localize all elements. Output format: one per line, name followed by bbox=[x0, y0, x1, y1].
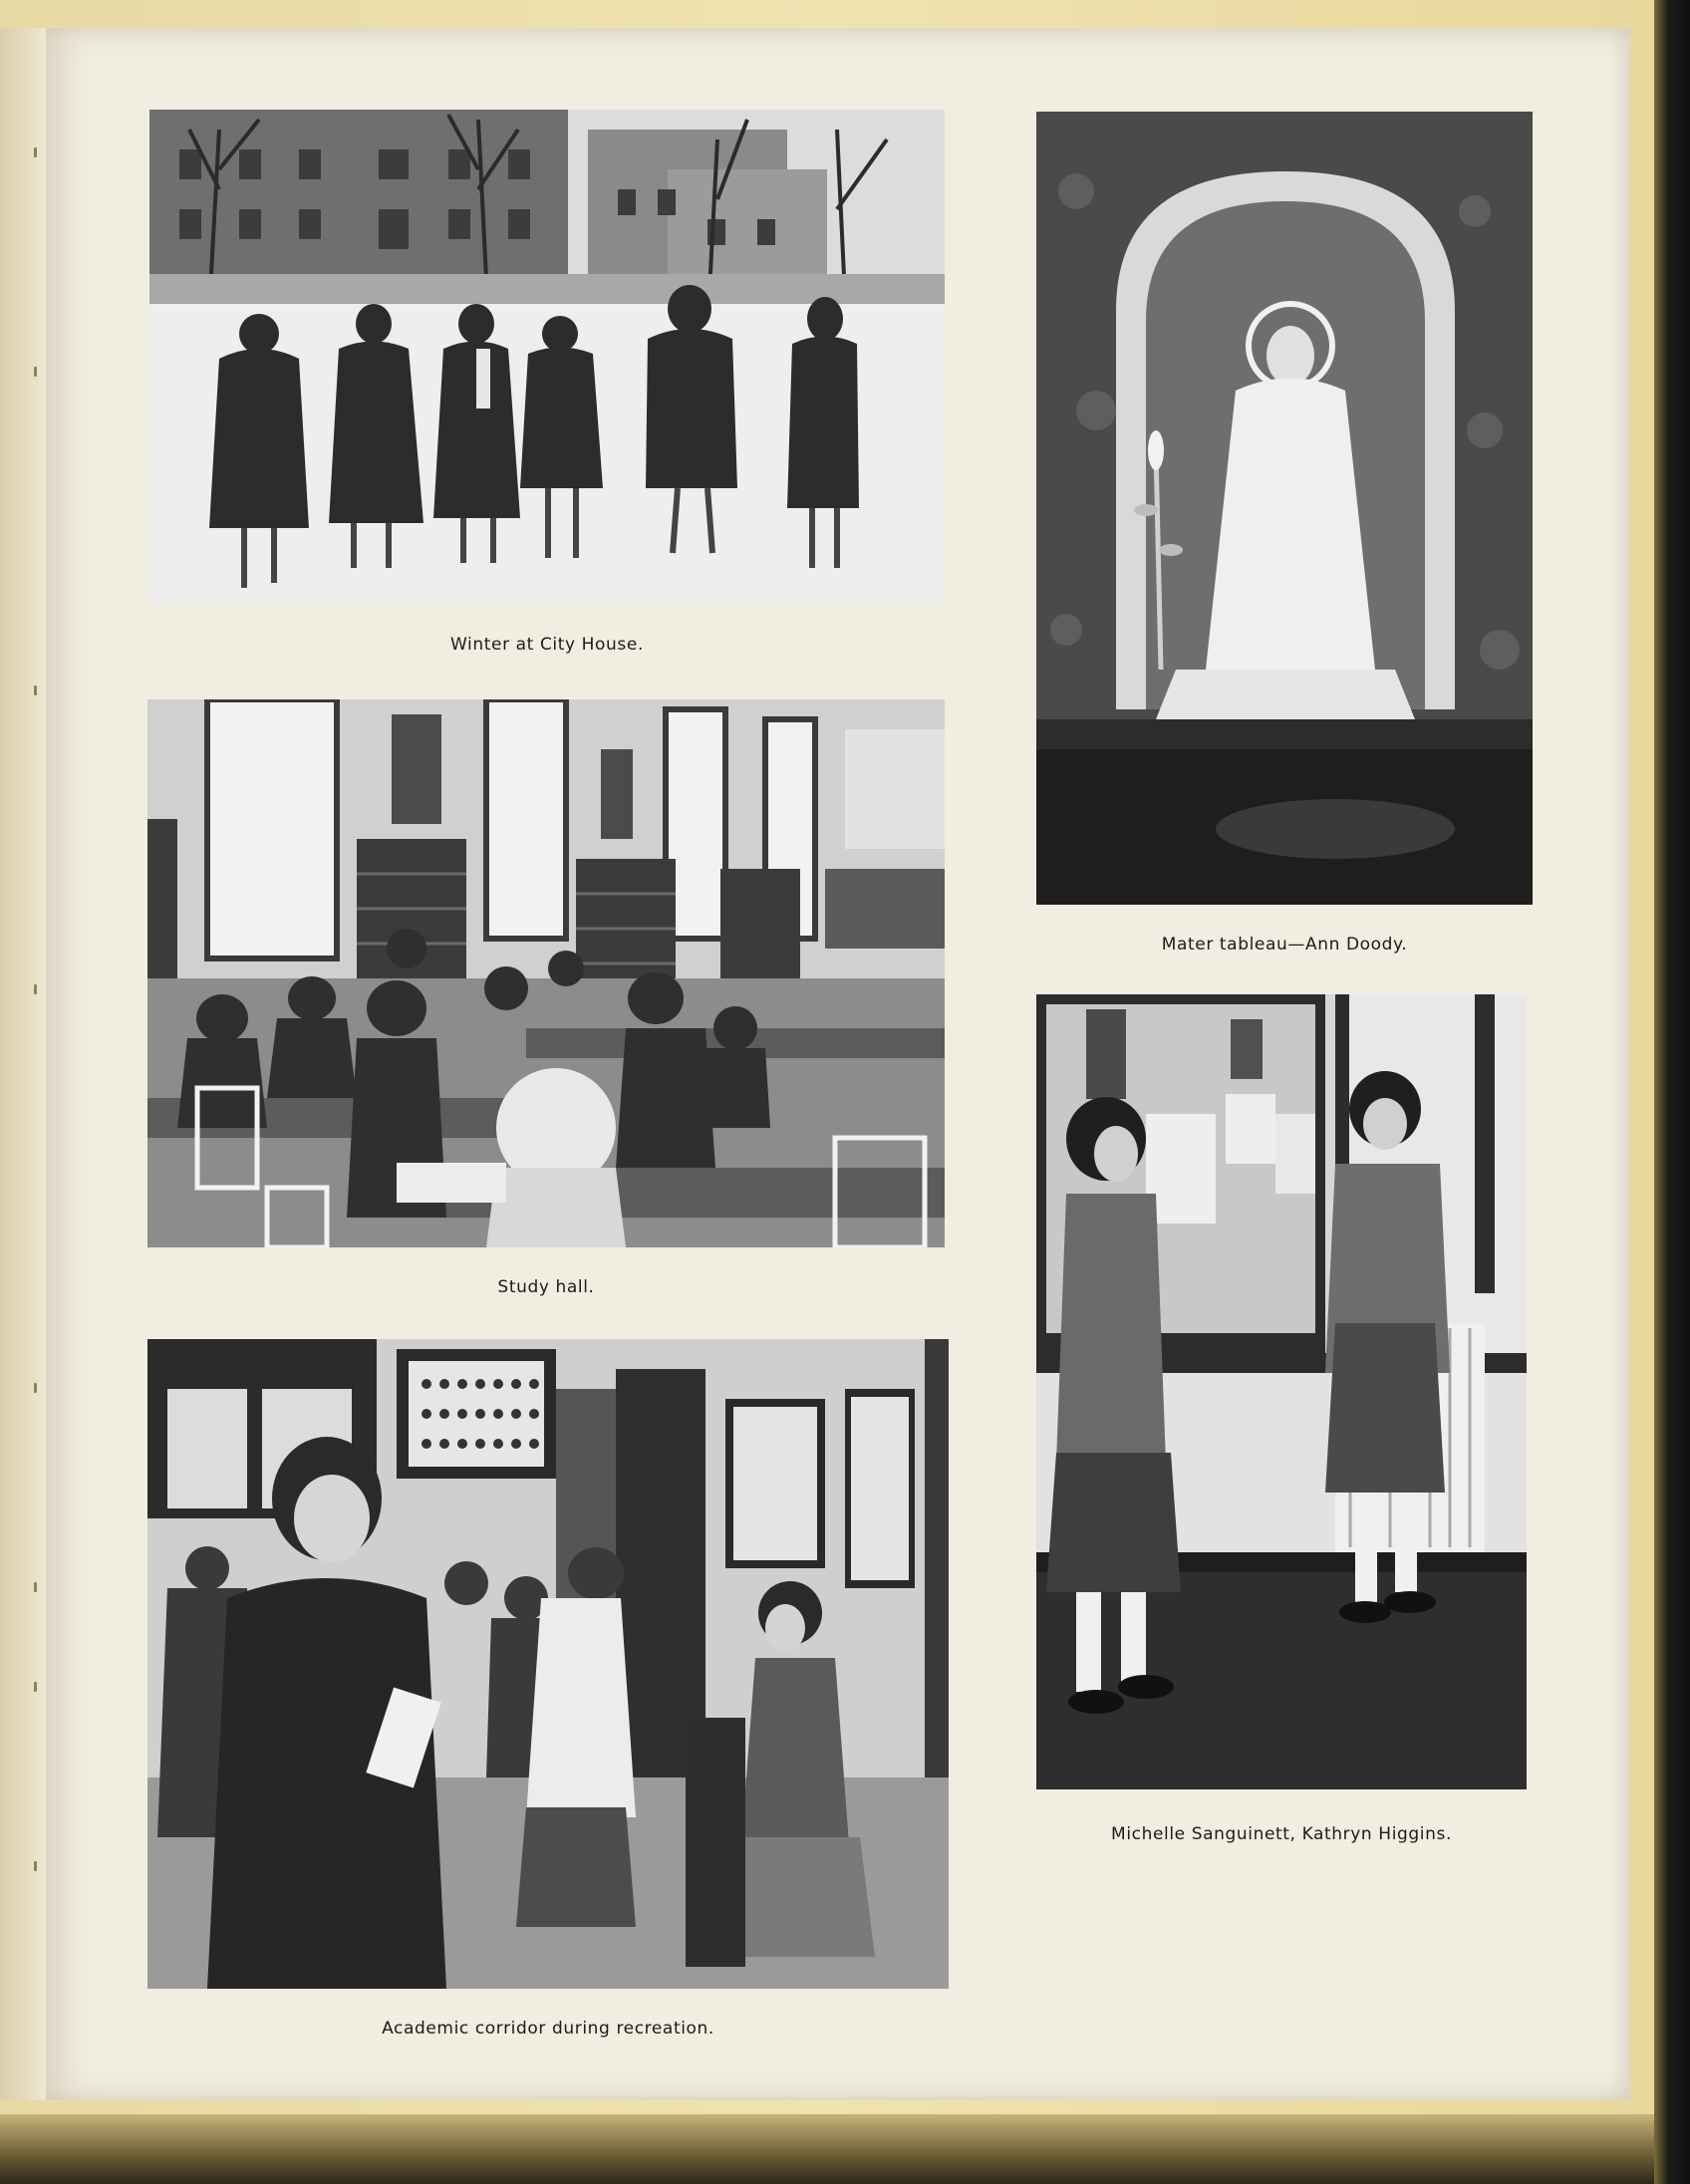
caption-mater: Mater tableau—Ann Doody. bbox=[1161, 935, 1408, 955]
caption-study: Study hall. bbox=[497, 1277, 595, 1297]
photo-study-hall bbox=[147, 699, 945, 1247]
binding-stitch bbox=[34, 1861, 37, 1871]
binding-stitch bbox=[34, 1582, 37, 1592]
cover-edge bbox=[1654, 0, 1690, 2184]
binding-stitch bbox=[34, 147, 37, 157]
caption-corridor: Academic corridor during recreation. bbox=[382, 2019, 714, 2039]
binding-stitch bbox=[34, 685, 37, 695]
cover-bottom-edge bbox=[0, 2114, 1654, 2184]
binding-stitch bbox=[34, 367, 37, 377]
photo-mater-tableau bbox=[1036, 112, 1533, 905]
photo-academic-corridor bbox=[147, 1339, 949, 1989]
photo-winter-city-house bbox=[149, 110, 945, 604]
binding-stitch bbox=[34, 984, 37, 994]
binding-stitch bbox=[34, 1383, 37, 1393]
photo-two-students bbox=[1036, 994, 1527, 1789]
page-gutter bbox=[0, 28, 46, 2100]
caption-winter: Winter at City House. bbox=[450, 635, 644, 655]
binding-stitch bbox=[34, 1682, 37, 1692]
caption-students: Michelle Sanguinett, Kathryn Higgins. bbox=[1111, 1824, 1452, 1844]
